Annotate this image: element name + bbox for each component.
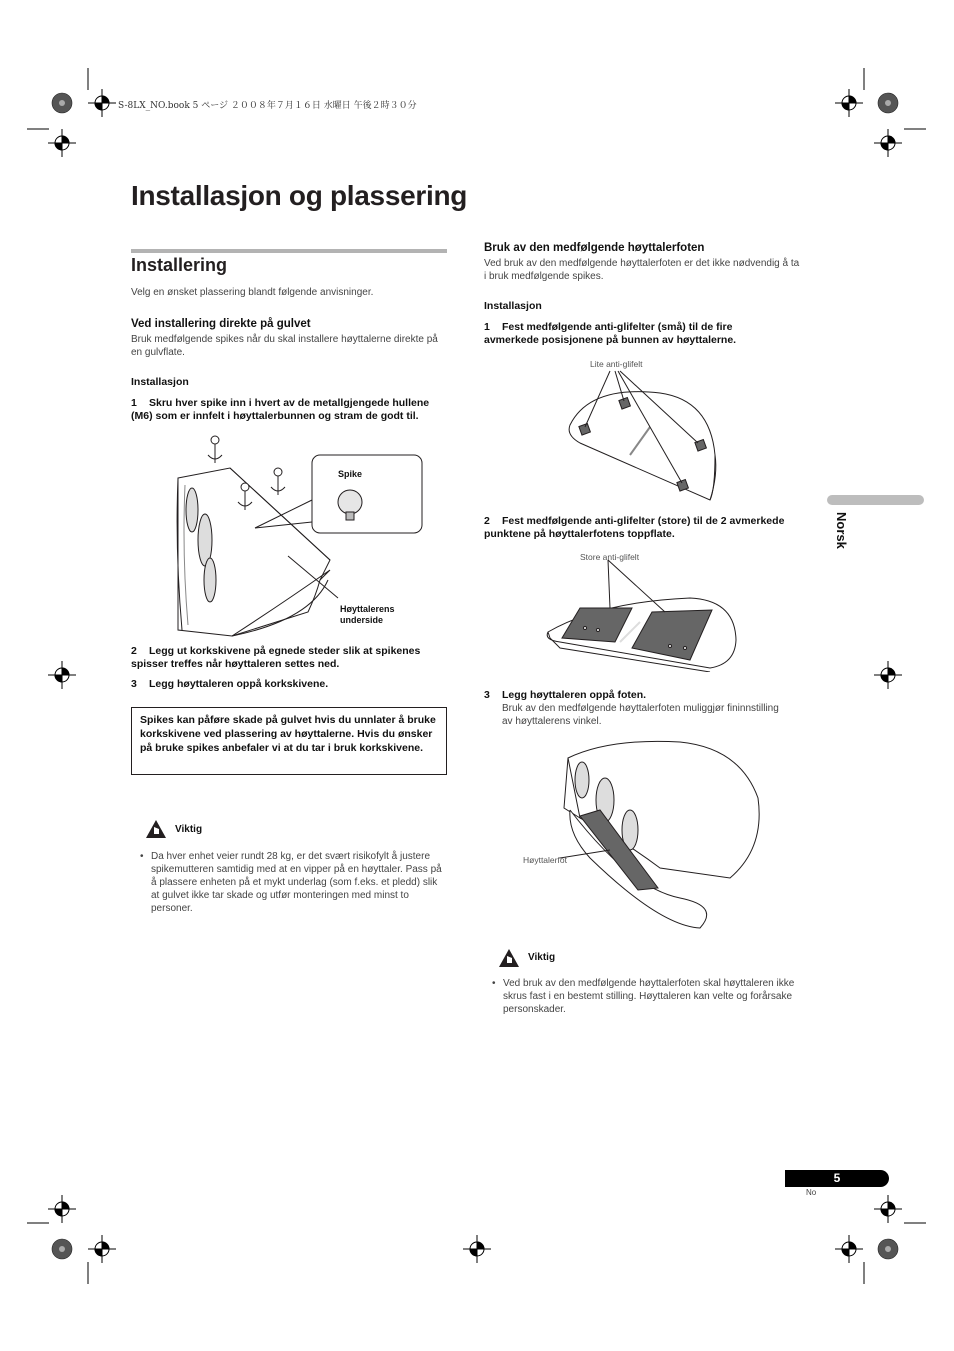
foot-intro: Ved bruk av den medfølgende høyttalerfoten er det ikke nødvendig å ta i bruk medfølgende spikes. bbox=[484, 258, 800, 282]
bullet-text: Ved bruk av den medfølgende høyttalerfoten skal høyttaleren ikke skrus fast i en bestemt stilling. Høyttaleren kan velte og forårsake personskader. bbox=[503, 978, 795, 1015]
step-number: 2 bbox=[131, 645, 137, 657]
page-title: Installasjon og plassering bbox=[131, 180, 468, 211]
step-3-right bbox=[484, 689, 800, 702]
large-felt-figure bbox=[540, 560, 740, 672]
intro-text: Velg en ønsket plassering blandt følgende anvisninger. bbox=[131, 287, 374, 298]
important-bullet: • Da hver enhet veier rundt 28 kg, er det svært risikofylt å justere spikemutteren samtidig med at en vipper på en høyttaler. Pass på å plassere enheten på et mykt underlag (som f.eks. et pledd) slik at gulvet ikke tar skade og utfør monteringen med minst to personer. bbox=[140, 851, 442, 914]
floor-heading: Ved installering direkte på gulvet bbox=[131, 318, 311, 330]
speaker-on-foot-figure bbox=[560, 738, 770, 930]
page-language-code: No bbox=[806, 1188, 817, 1197]
fig-label-foot: Høyttalerfot bbox=[523, 855, 567, 865]
warning-box: Spikes kan påføre skade på gulvet hvis du unnlater å bruke korkskivene ved plassering av høyttalerne. Hvis du ønsker på bruke spikes anbefaler vi at du tar i bruk korkskivene. bbox=[131, 707, 447, 775]
print-header: S-8LX_NO.book 5 ページ ２００８年７月１６日 水曜日 午後２時３０分 bbox=[118, 101, 417, 111]
step-number: 3 bbox=[484, 689, 490, 701]
step-2-right bbox=[484, 515, 800, 541]
step-number: 2 bbox=[484, 515, 490, 527]
language-label: Norsk bbox=[834, 512, 849, 549]
small-felt-figure bbox=[560, 365, 730, 505]
step-text: Fest medfølgende anti-glifelter (små) til de fire avmerkede posisjonene på bunnen av høyttalerne. bbox=[484, 321, 737, 346]
language-tab bbox=[827, 495, 924, 505]
section-heading: Installering bbox=[131, 255, 228, 275]
step-3 bbox=[131, 678, 447, 691]
important-label: Viktig bbox=[175, 824, 203, 835]
step-text: Legg ut korkskivene på egnede steder slik at spikenes spisser treffes når høyttaleren settes ned. bbox=[131, 645, 421, 670]
important-label-right: Viktig bbox=[528, 952, 556, 963]
warning-hand-icon bbox=[145, 819, 167, 839]
fig-label-small-felt: Lite anti-glifelt bbox=[590, 359, 643, 369]
step-number: 1 bbox=[131, 397, 137, 409]
warning-hand-icon bbox=[498, 948, 520, 968]
bullet-text: Da hver enhet veier rundt 28 kg, er det svært risikofylt å justere spikemutteren samtidig med at en vipper på en høyttaler. Pass på å plassere enheten på et mykt underlag (som f.eks. et pledd) slik at gulvet ikke tar skade og utfør monteringen med minst to personer. bbox=[151, 851, 442, 914]
install-label: Installasjon bbox=[131, 376, 189, 388]
floor-text: Bruk medfølgende spikes når du skal installere høyttalerne direkte på en gulvflate. bbox=[131, 334, 438, 358]
section-rule bbox=[131, 249, 447, 253]
fig-label-spike: Spike bbox=[338, 469, 363, 479]
step-text: Legg høyttaleren oppå foten. bbox=[502, 689, 647, 701]
fig-label-large-felt: Store anti-glifelt bbox=[580, 552, 640, 562]
important-bullet-right: • Ved bruk av den medfølgende høyttalerfoten skal høyttaleren ikke skrus fast i en bestemt stilling. Høyttaleren kan velte og forårsake personskader. bbox=[492, 978, 795, 1015]
step-text: Skru hver spike inn i hvert av de metallgjengede hullene (M6) som er innfelt i høyttalerbunnen og stram de godt til. bbox=[131, 397, 430, 422]
step-1-right bbox=[484, 321, 774, 347]
step-3-text: Bruk av den medfølgende høyttalerfoten muliggjør fininnstilling av høyttalerens vinkel. bbox=[502, 703, 779, 727]
step-number: 1 bbox=[484, 321, 490, 333]
step-1 bbox=[131, 397, 447, 423]
step-number: 3 bbox=[131, 678, 137, 690]
step-text: Legg høyttaleren oppå korkskivene. bbox=[149, 678, 329, 690]
foot-heading: Bruk av den medfølgende høyttalerfoten bbox=[484, 242, 705, 254]
page-number: 5 bbox=[785, 1170, 889, 1187]
install-label-right: Installasjon bbox=[484, 300, 542, 312]
step-text: Fest medfølgende anti-glifelter (store) til de 2 avmerkede punktene på høyttalerfotens toppflate. bbox=[484, 515, 785, 540]
fig-label-underside: Høyttalerens underside bbox=[340, 604, 395, 625]
step-2 bbox=[131, 645, 447, 671]
